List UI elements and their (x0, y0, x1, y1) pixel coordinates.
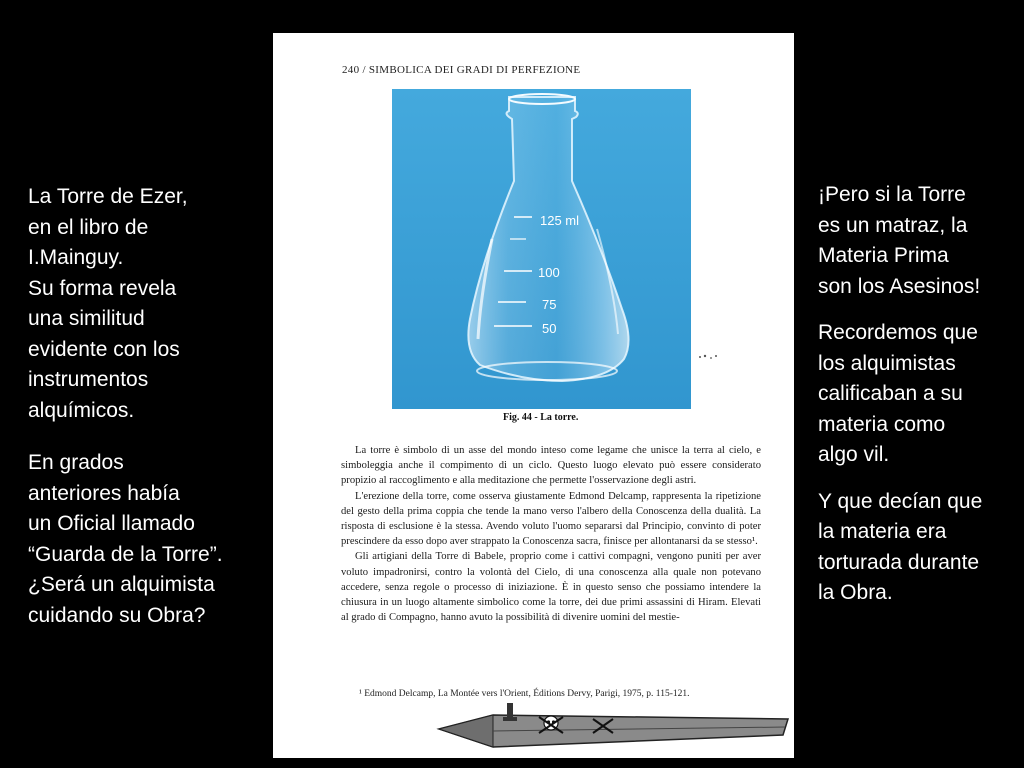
erlenmeyer-flask-illustration (392, 89, 691, 409)
flask-mark-125: 125 ml (540, 213, 580, 228)
coffin-illustration (433, 701, 793, 758)
right-text-panel (818, 180, 1024, 609)
right-paragraph-3: Y que decían que la materia era torturada durante la Obra. (818, 489, 983, 604)
footnote: ¹ Edmond Delcamp, La Montée vers l'Orient, Éditions Dervy, Parigi, 1975, p. 115-121. (359, 689, 690, 699)
flask-mark-100: 100 (538, 265, 560, 280)
body-paragraph-3: Gli artigiani della Torre di Babele, proprio come i cattivi compagni, vengono puniti per aver voluto impadronirsi, contro la volontà del Cielo, di una conoscenza alla quale non potevano accedere, senza regole o processo di iniziazione. È in questo senso che possiamo intendere la chiusura in un luogo altamente simbolico come la torre, dei due primi assassini di Hiram. Elevati al grado di Compagno, hanno avuto la possibilità di divenire uomini del mestie- (341, 551, 761, 624)
left-text-panel (28, 182, 268, 631)
flask-mark-50: 50 (542, 321, 557, 336)
figure-caption: Fig. 44 - La torre. (503, 412, 579, 423)
book-body-text (341, 443, 761, 625)
body-paragraph-2: L'erezione della torre, come osserva giustamente Edmond Delcamp, rappresenta la ripetizione del gesto della prima coppia che tende la mano verso l'albero della Conoscenza della dualità. La risposta di esclusione è la stessa. Avendo voluto l'uomo separarsi dal Principio, convinto di poter prescindere da esso dopo aver strappato la Conoscenza sacra, finisce per allontanarsi da se stesso¹. (341, 490, 761, 548)
flask-mark-75: 75 (542, 297, 557, 312)
candle-icon (507, 703, 513, 719)
left-paragraph-2: En grados anteriores había un Oficial llamado “Guarda de la Torre”. ¿Será un alquimista cuidando su Obra? (28, 451, 223, 627)
left-paragraph-1: La Torre de Ezer, en el libro de I.Mainguy. Su forma revela una similitud evidente con los instrumentos alquímicos. (28, 185, 188, 422)
body-paragraph-1: La torre è simbolo di un asse del mondo inteso come legame che unisce la terra al cielo, e simboleggia anche il compimento di un ciclo. Questo luogo elevato può essere considerato propizio al raccoglimento e alla meditazione che permette l'osservazione degli astri. (341, 445, 761, 487)
scan-specks (697, 353, 721, 367)
book-page-scan (273, 33, 794, 758)
right-paragraph-1: ¡Pero si la Torre es un matraz, la Materia Prima son los Asesinos! (818, 183, 981, 298)
flask-photo (392, 89, 691, 409)
page-header: 240 / SIMBOLICA DEI GRADI DI PERFEZIONE (342, 64, 581, 76)
right-paragraph-2: Recordemos que los alquimistas calificaban a su materia como algo vil. (818, 321, 978, 466)
